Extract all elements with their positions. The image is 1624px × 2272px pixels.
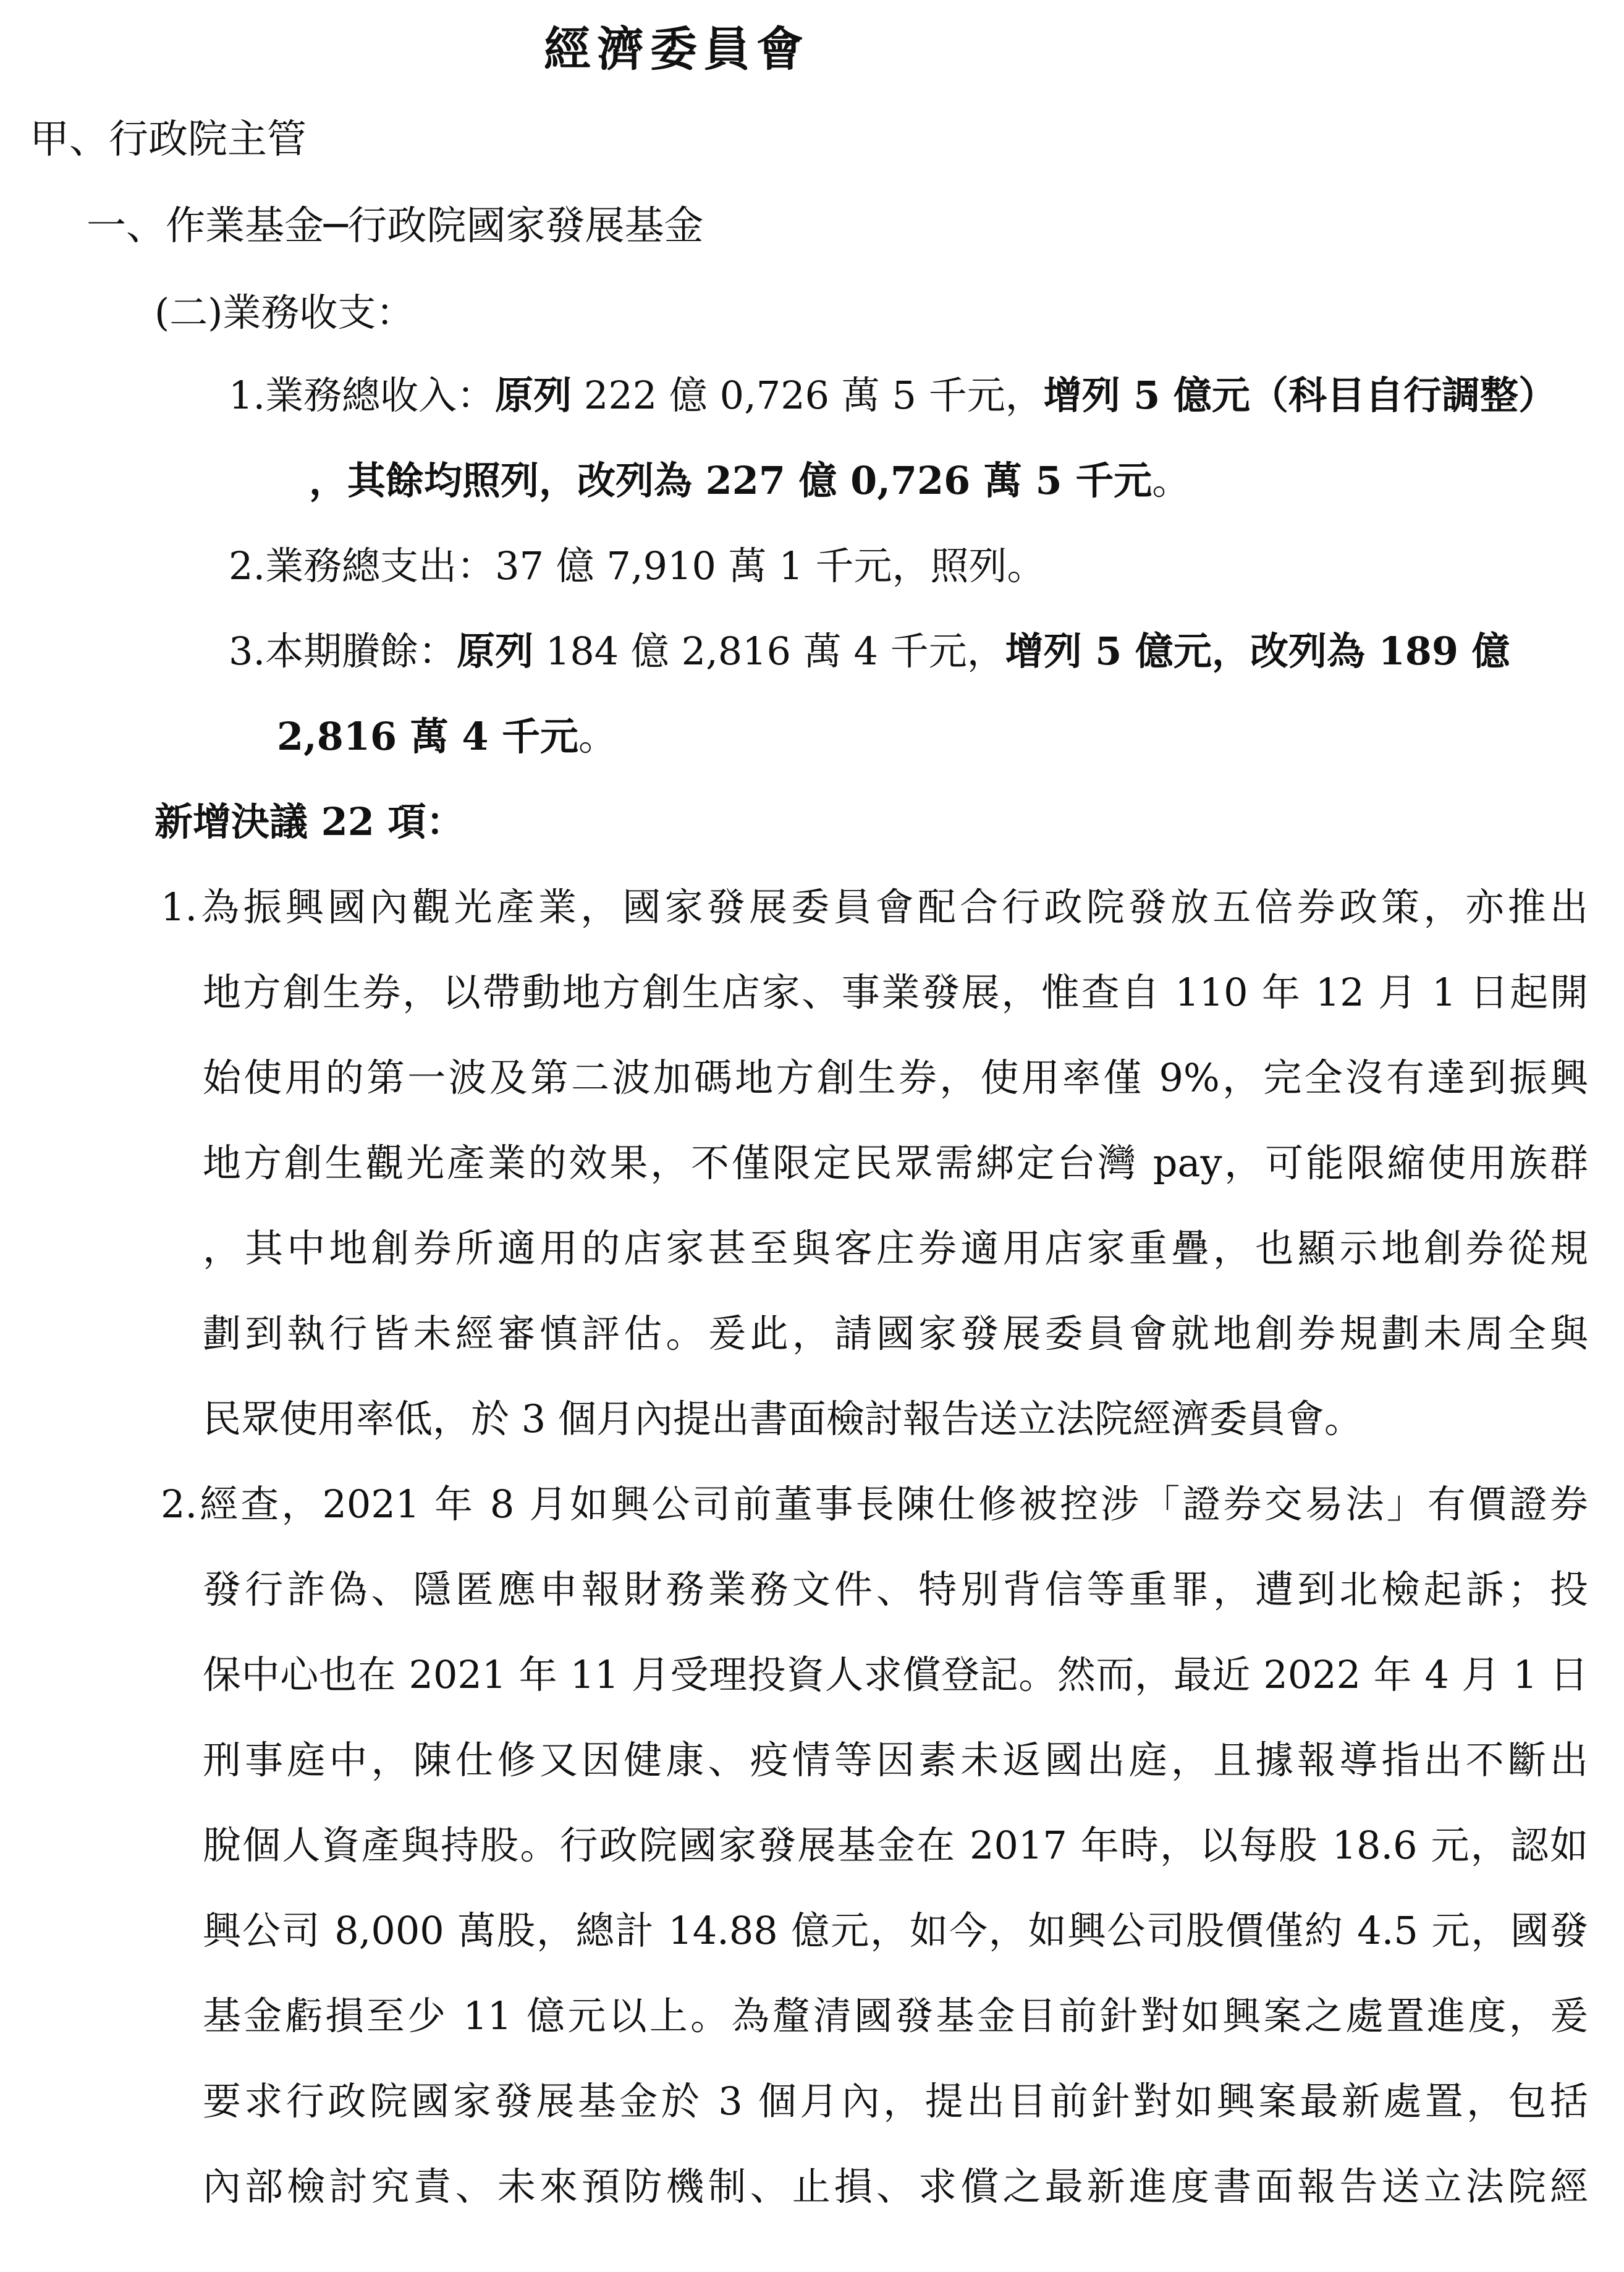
resolution-2-line-1: 2.經查，2021 年 8 月如興公司前董事長陳仕修被控涉「證券交易法」有價證券: [161, 1481, 1588, 1527]
item-3-line-2: [277, 712, 617, 761]
subsection-heading: (二)業務收支：: [154, 290, 415, 335]
resolution-2-line-4: 刑事庭中，陳仕修又因健康、疫情等因素未返國出庭，且據報導指出不斷出: [203, 1737, 1588, 1782]
item-1-original-amount: 222 億 0,726 萬 5 千元，: [572, 373, 1044, 418]
document-title: 經濟委員會: [544, 22, 810, 77]
section-heading-a: 甲、行政院主管: [30, 117, 307, 163]
item-1-prefix: 1.業務總收入：: [229, 373, 496, 418]
item-3-period: 。: [578, 714, 617, 759]
resolution-1-line-4: 地方創生觀光產業的效果，不僅限定民眾需綁定台灣 pay，可能限縮使用族群: [203, 1140, 1588, 1185]
section-heading-1: 一、作業基金─行政院國家發展基金: [87, 203, 704, 249]
resolution-1-line-2: 地方創生券，以帶動地方創生店家、事業發展，惟查自 110 年 12 月 1 日起開: [203, 970, 1588, 1015]
resolution-2-line-9: 內部檢討究責、未來預防機制、止損、求償之最新進度書面報告送立法院經: [203, 2164, 1588, 2209]
item-3-original-amount: 184 億 2,816 萬 4 千元，: [533, 629, 1005, 674]
item-3-prefix: 3.本期賸餘：: [229, 629, 457, 674]
resolution-2-line-6: 興公司 8,000 萬股，總計 14.88 億元，如今，如興公司股價僅約 4.5 元，國發: [203, 1908, 1588, 1953]
resolution-2-line-8: 要求行政院國家發展基金於 3 個月內，提出目前針對如興案最新處置，包括: [203, 2079, 1588, 2124]
item-1-period: 。: [1152, 458, 1191, 503]
item-1-original-label: 原列: [495, 373, 572, 418]
resolution-1-line-7: 民眾使用率低，於 3 個月內提出書面檢討報告送立法院經濟委員會。: [203, 1396, 1363, 1441]
resolution-2-line-3: 保中心也在 2021 年 11 月受理投資人求償登記。然而，最近 2022 年 4 月 1 日: [203, 1652, 1588, 1697]
new-resolutions-heading: 新增決議 22 項：: [154, 799, 465, 844]
resolution-2-line-5: 脫個人資產與持股。行政院國家發展基金在 2017 年時，以每股 18.6 元，認如: [203, 1823, 1588, 1868]
resolution-1-line-5: ，其中地創券所適用的店家甚至與客庄券適用店家重疊，也顯示地創券從規: [203, 1226, 1588, 1271]
resolution-1-line-6: 劃到執行皆未經審慎評估。爰此，請國家發展委員會就地創券規劃未周全與: [203, 1311, 1588, 1356]
item-3-revised: 2,816 萬 4 千元: [277, 714, 579, 759]
item-3-line-1: [229, 627, 1588, 676]
item-2-line: 2.業務總支出：37 億 7,910 萬 1 千元，照列。: [229, 543, 1046, 588]
resolution-2-line-2: 發行詐偽、隱匿應申報財務業務文件、特別背信等重罪，遭到北檢起訴；投: [203, 1567, 1588, 1612]
resolution-1-line-1: 1.為振興國內觀光產業，國家發展委員會配合行政院發放五倍券政策，亦推出: [161, 884, 1588, 930]
item-1-line-2: [309, 456, 1190, 506]
item-3-increase: 增列 5 億元，改列為 189 億: [1005, 629, 1510, 674]
resolution-2-line-7: 基金虧損至少 11 億元以上。為釐清國發基金目前針對如興案之處置進度，爰: [203, 1993, 1588, 2038]
item-1-revised: ，其餘均照列，改列為 227 億 0,726 萬 5 千元: [309, 458, 1152, 503]
item-3-original-label: 原列: [457, 629, 534, 674]
item-1-line-1: [229, 371, 1588, 420]
resolution-1-line-3: 始使用的第一波及第二波加碼地方創生券，使用率僅 9%，完全沒有達到振興: [203, 1055, 1588, 1100]
item-1-increase: 增列 5 億元（科目自行調整）: [1043, 373, 1557, 418]
